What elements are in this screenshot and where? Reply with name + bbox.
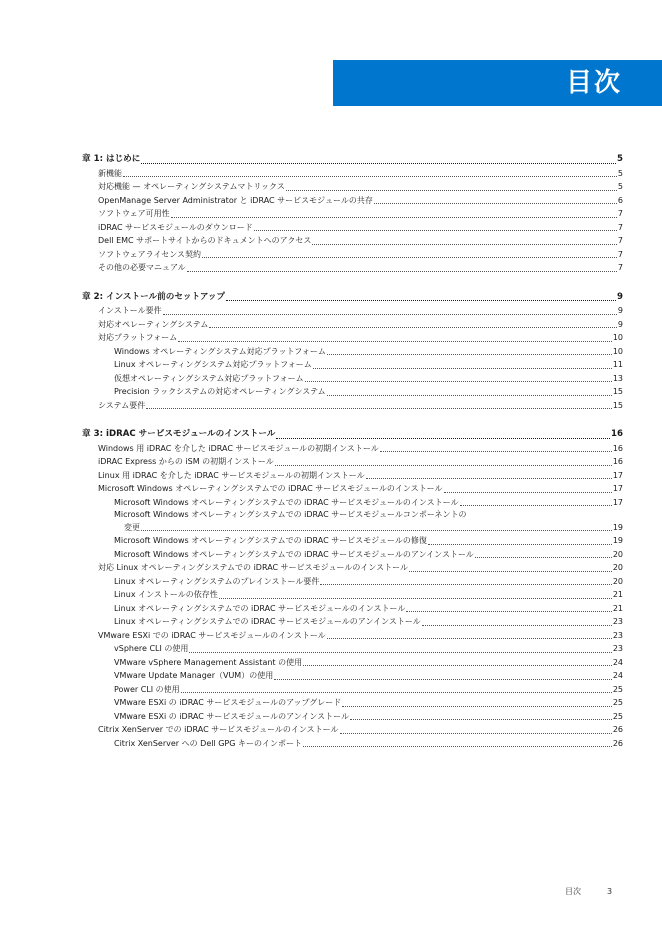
dot-leader — [327, 354, 612, 355]
toc-page-number: 20 — [612, 576, 623, 586]
toc-entry[interactable] — [82, 629, 623, 643]
toc-page-number: 25 — [612, 684, 623, 694]
dot-leader — [374, 203, 617, 204]
dot-leader — [327, 638, 612, 639]
toc-page-number: 25 — [612, 711, 623, 721]
toc-entry[interactable] — [82, 561, 623, 575]
dot-leader — [303, 746, 612, 747]
toc-entry-title: 新機能 — [98, 168, 122, 178]
dot-leader — [340, 733, 612, 734]
dot-leader — [350, 719, 612, 720]
toc-entry-title: Linux インストールの依存性 — [114, 590, 218, 599]
dot-leader — [274, 679, 612, 680]
toc-page-number: 17 — [612, 497, 623, 507]
dot-leader — [475, 557, 612, 558]
toc-page-number: 15 — [612, 387, 623, 396]
dot-leader — [428, 544, 612, 545]
toc-entry-title: ソフトウェア可用性 — [98, 209, 170, 218]
toc-entry[interactable] — [82, 372, 623, 386]
toc-entry-title: Citrix XenServer への Dell GPG キーのインポート — [114, 738, 303, 748]
toc-entry-title: 章 2: インストール前のセットアップ — [82, 291, 226, 302]
dot-leader — [305, 381, 612, 382]
toc-entry-title: 章 1: はじめに — [82, 154, 141, 164]
toc-entry-title: ソフトウェアライセンス契約 — [98, 249, 201, 259]
dot-leader — [313, 368, 612, 369]
toc-entry-title: Microsoft Windows オペレーティングシステムでの iDRAC サービスモジュールコンポーネントの — [114, 510, 467, 519]
toc-page-number: 16 — [612, 443, 623, 453]
toc-entry[interactable] — [82, 496, 623, 510]
dot-leader — [163, 314, 617, 315]
toc-page-number: 21 — [612, 603, 623, 613]
toc-chapter[interactable] — [82, 428, 623, 442]
page-footer — [565, 886, 612, 897]
toc-page-number: 7 — [617, 236, 623, 245]
toc-entry-title: Windows 用 iDRAC を介した iDRAC サービスモジュールの初期インストール — [98, 443, 379, 453]
toc-page-number: 16 — [612, 457, 623, 466]
toc-page-number: 13 — [612, 373, 623, 383]
toc-entry[interactable] — [82, 548, 623, 562]
toc-page-number: 9 — [617, 291, 623, 302]
toc-entry-title: OpenManage Server Administrator と iDRAC サービスモジュールの共存 — [98, 195, 373, 205]
dot-leader — [303, 665, 612, 666]
toc-entry-title: 章 3: iDRAC サービスモジュールのインストール — [82, 429, 276, 439]
toc-entry-title: システム要件 — [98, 400, 146, 410]
toc-page-number: 24 — [612, 657, 623, 667]
toc-entry[interactable] — [82, 385, 623, 399]
dot-leader — [342, 706, 612, 707]
toc-entry-title: Citrix XenServer での iDRAC サービスモジュールのインストール — [98, 725, 339, 734]
dot-leader — [409, 571, 612, 572]
toc-entry-title: iDRAC サービスモジュールのダウンロード — [98, 222, 253, 232]
dot-leader — [286, 190, 617, 191]
toc-entry[interactable] — [82, 602, 623, 616]
toc-entry-title: Linux オペレーティングシステムでの iDRAC サービスモジュールのアンインストール — [114, 617, 421, 626]
toc-page-number: 23 — [612, 630, 623, 640]
toc-entry-title: 仮想オペレーティングシステム対応プラットフォーム — [114, 373, 304, 383]
dot-leader — [141, 530, 612, 531]
toc-page-number: 5 — [617, 154, 623, 164]
toc-page-number: 7 — [617, 263, 623, 272]
toc-entry[interactable] — [82, 331, 623, 345]
toc-chapter[interactable] — [82, 291, 623, 305]
toc-entry[interactable] — [82, 710, 623, 724]
dot-leader — [254, 230, 617, 231]
toc-entry-title: Linux 用 iDRAC を介した iDRAC サービスモジュールの初期インストール — [98, 470, 365, 480]
toc-entry[interactable] — [82, 656, 623, 670]
toc-entry-title: インストール要件 — [98, 306, 162, 315]
toc-page-number: 11 — [612, 360, 623, 369]
toc-entry-title: VMware ESXi の iDRAC サービスモジュールのアンインストール — [114, 711, 349, 721]
toc-entry[interactable] — [82, 221, 623, 235]
toc-entry[interactable] — [82, 509, 623, 534]
toc-page-number: 24 — [612, 671, 623, 680]
dot-leader — [275, 465, 612, 466]
toc-page-number: 7 — [617, 222, 623, 232]
toc-entry-title: Linux オペレーティングシステムでの iDRAC サービスモジュールのインストール — [114, 603, 406, 613]
dot-leader — [366, 478, 612, 479]
dot-leader — [187, 271, 617, 272]
toc-entry[interactable] — [82, 194, 623, 208]
toc-page-number: 20 — [612, 549, 623, 559]
toc-page-number: 21 — [612, 590, 623, 599]
toc-page-number: 9 — [617, 319, 623, 329]
toc-entry-title: vSphere CLI の使用 — [114, 644, 189, 653]
toc-page-number: 26 — [612, 738, 623, 748]
toc-entry-title: Windows オペレーティングシステム対応プラットフォーム — [114, 346, 326, 356]
toc-entry[interactable] — [82, 167, 623, 181]
toc-entry-title-cont: 変更 — [124, 522, 140, 532]
dot-leader — [202, 257, 617, 258]
toc-entry[interactable] — [82, 588, 623, 602]
toc-page-number: 20 — [612, 563, 623, 572]
toc-entry[interactable] — [82, 642, 623, 656]
toc-entry[interactable] — [82, 248, 623, 262]
title-banner — [333, 60, 662, 106]
toc-entry-title: iDRAC Express からの iSM の初期インストール — [98, 457, 274, 466]
toc-entry[interactable] — [82, 575, 623, 589]
toc-entry[interactable] — [82, 399, 623, 413]
toc-entry-title: 対応プラットフォーム — [98, 333, 178, 342]
toc-entry[interactable] — [82, 442, 623, 456]
toc-entry[interactable] — [82, 304, 623, 318]
dot-leader — [276, 438, 610, 439]
toc-page-number: 23 — [612, 644, 623, 653]
toc-page-number: 19 — [612, 522, 623, 532]
dot-leader — [422, 625, 612, 626]
toc-page-number: 5 — [617, 168, 623, 178]
toc-entry-title: Power CLI の使用 — [114, 684, 180, 694]
toc-entry[interactable] — [82, 345, 623, 359]
dot-leader — [123, 176, 617, 177]
toc-entry[interactable] — [82, 669, 623, 683]
toc-entry-title: VMware ESXi の iDRAC サービスモジュールのアップグレード — [114, 698, 342, 707]
toc-entry-title: 対応オペレーティングシステム — [98, 319, 209, 329]
toc-entry-title: 対応機能 — オペレーティングシステムマトリックス — [98, 182, 285, 191]
toc-page-number: 17 — [612, 484, 623, 493]
dot-leader — [189, 652, 611, 653]
toc-page-number: 10 — [612, 346, 623, 356]
toc-entry-title: Precision ラックシステムの対応オペレーティングシステム — [114, 387, 326, 396]
toc-entry[interactable] — [82, 358, 623, 372]
page-title: 目次 — [565, 68, 622, 98]
toc-entry[interactable] — [82, 261, 623, 275]
dot-leader — [226, 300, 616, 301]
toc-entry[interactable] — [82, 180, 623, 194]
toc-page-number: 5 — [617, 182, 623, 191]
dot-leader — [219, 598, 612, 599]
dot-leader — [327, 395, 612, 396]
dot-leader — [312, 244, 617, 245]
toc-page-number: 15 — [612, 400, 623, 410]
toc-page-number: 19 — [612, 536, 623, 545]
toc-entry[interactable] — [82, 696, 623, 710]
toc-entry-title: Microsoft Windows オペレーティングシステムでの iDRAC サービスモジュールの修復 — [114, 536, 427, 545]
toc-page-number: 17 — [612, 470, 623, 480]
toc-page-number: 9 — [617, 306, 623, 315]
toc-page-number: 23 — [612, 617, 623, 626]
toc-entry[interactable] — [82, 534, 623, 548]
toc-page-number: 25 — [612, 698, 623, 707]
toc-page-number: 7 — [617, 209, 623, 218]
toc-entry-title: Linux オペレーティングシステムのプレインストール要件 — [114, 576, 320, 586]
dot-leader — [380, 451, 612, 452]
dot-leader — [181, 692, 612, 693]
toc-entry[interactable] — [82, 615, 623, 629]
footer-page-number: 3 — [607, 887, 613, 896]
dot-leader — [406, 611, 611, 612]
toc-entry-title: Dell EMC サポートサイトからのドキュメントへのアクセス — [98, 236, 312, 245]
toc-page-number: 6 — [617, 195, 623, 205]
toc-entry-title: 対応 Linux オペレーティングシステムでの iDRAC サービスモジュールのインストール — [98, 563, 408, 572]
toc-entry-title: VMware ESXi での iDRAC サービスモジュールのインストール — [98, 630, 326, 640]
toc-entry-title: Microsoft Windows オペレーティングシステムでの iDRAC サービスモジュールのインストール — [114, 497, 459, 507]
toc-entry[interactable] — [82, 482, 623, 496]
toc-entry-title: VMware Update Manager（VUM）の使用 — [114, 671, 274, 680]
toc-entry[interactable] — [82, 455, 623, 469]
dot-leader — [209, 327, 617, 328]
dot-leader — [320, 584, 611, 585]
toc-entry-title: Microsoft Windows オペレーティングシステムでの iDRAC サービスモジュールのインストール — [98, 484, 443, 493]
toc-entry-title: Linux オペレーティングシステム対応プラットフォーム — [114, 360, 312, 369]
toc-page-number: 7 — [617, 249, 623, 259]
toc-page-number: 16 — [611, 429, 623, 439]
toc-entry-title: その他の必要マニュアル — [98, 263, 186, 272]
dot-leader — [146, 408, 612, 409]
toc-page-number: 26 — [612, 725, 623, 734]
toc-entry-title: VMware vSphere Management Assistant の使用 — [114, 657, 303, 667]
dot-leader — [178, 341, 612, 342]
dot-leader — [444, 492, 612, 493]
toc-entry[interactable] — [82, 234, 623, 248]
toc-entry[interactable] — [82, 737, 623, 751]
table-of-contents — [82, 153, 623, 750]
toc-entry[interactable] — [82, 318, 623, 332]
dot-leader — [141, 163, 616, 164]
footer-label: 目次 — [565, 887, 581, 896]
toc-page-number: 10 — [612, 333, 623, 342]
toc-entry[interactable] — [82, 683, 623, 697]
toc-entry[interactable] — [82, 723, 623, 737]
toc-entry[interactable] — [82, 469, 623, 483]
toc-entry-title: Microsoft Windows オペレーティングシステムでの iDRAC サービスモジュールのアンインストール — [114, 549, 474, 559]
toc-entry[interactable] — [82, 207, 623, 221]
toc-chapter[interactable] — [82, 153, 623, 167]
dot-leader — [171, 217, 617, 218]
dot-leader — [460, 505, 612, 506]
